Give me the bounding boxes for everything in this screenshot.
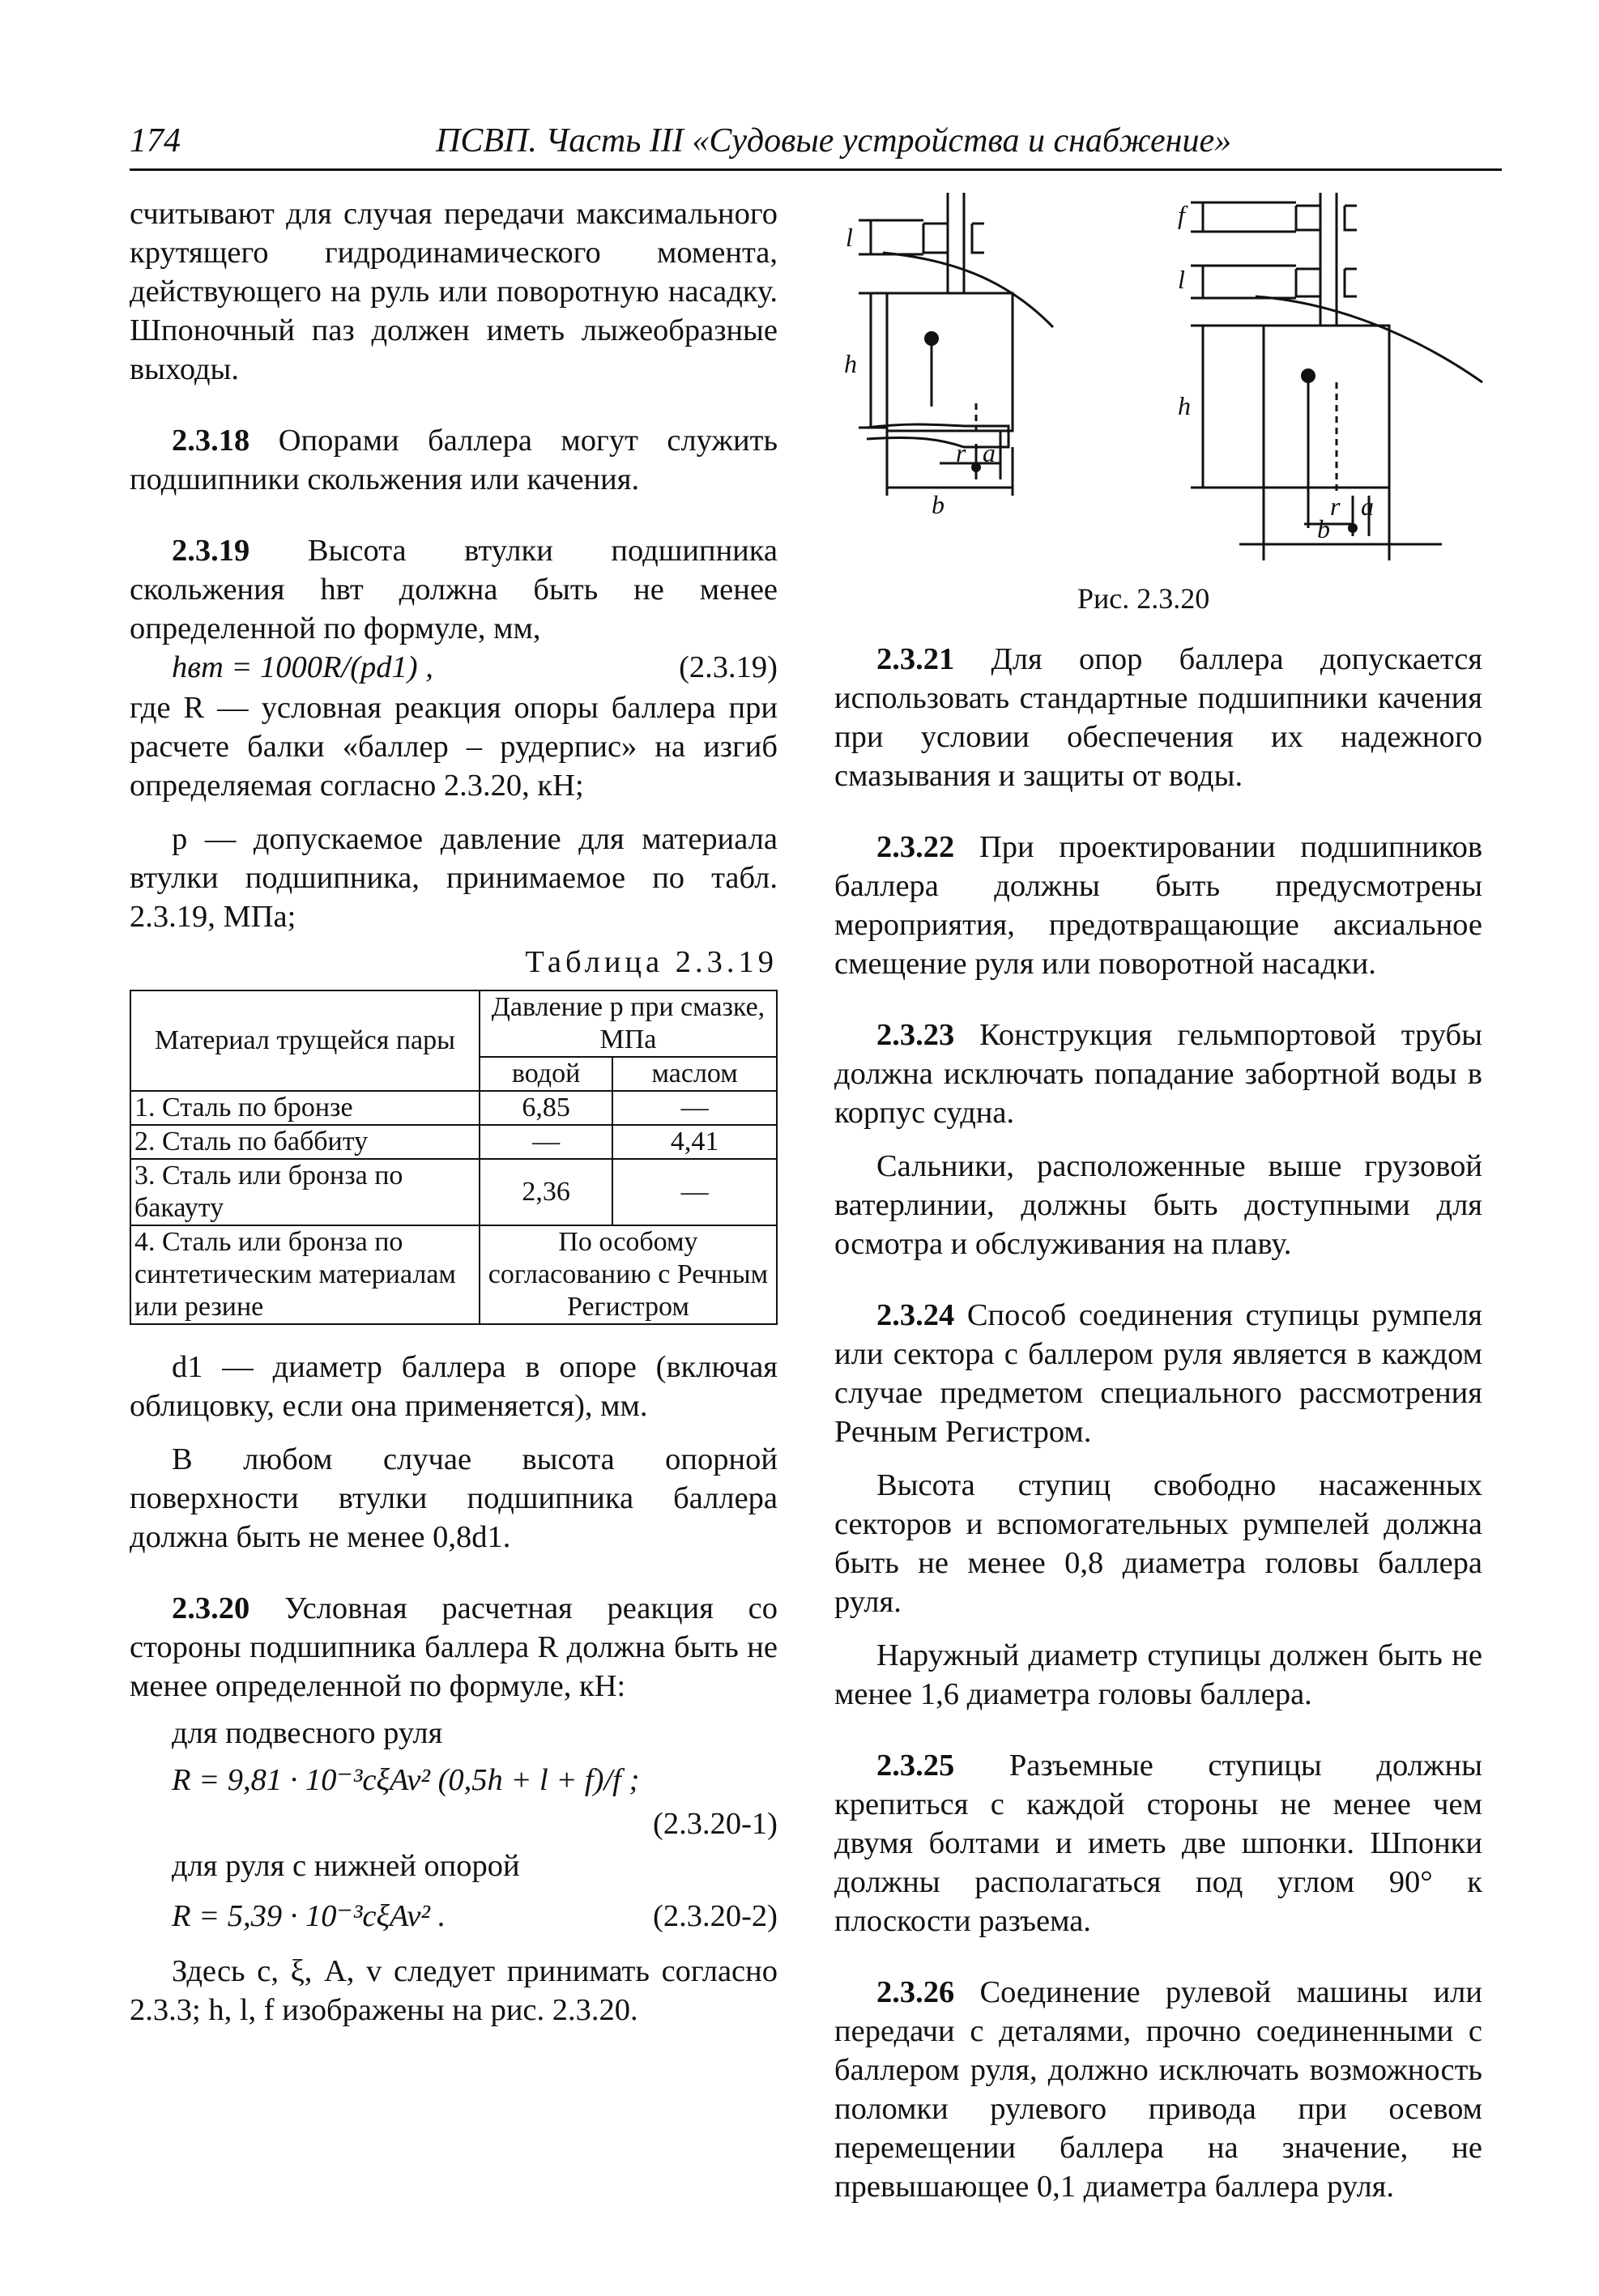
section-number: 2.3.22 <box>876 830 955 864</box>
table-header-oil: маслом <box>612 1057 777 1091</box>
section-2-3-25: 2.3.25 Разъемные ступицы должны крепиться с каждой стороны не менее чем двумя болтами и иметь две шпонки. Шпонки должны располагаться под углом 90° к плоскости разъема. <box>834 1749 1482 1938</box>
equation-number: (2.3.19) <box>679 650 778 684</box>
section-2-3-22: 2.3.22 При проектировании подшипников баллера должны быть предусмотрены мероприятия, предотвращающие аксиальное смещение руля или поворотной насадки. <box>834 830 1482 981</box>
paragraph-outer-diameter: Наружный диаметр ступицы должен быть не менее 1,6 диаметра головы баллера. <box>834 1638 1482 1711</box>
paragraph-hub-height: Высота ступиц свободно насаженных секторов и вспомогательных румпелей должна быть не менее 0,8 диаметра головы баллера руля. <box>834 1468 1482 1619</box>
label-suspended-rudder: для подвесного руля <box>172 1716 443 1750</box>
force-point-icon <box>1348 523 1358 533</box>
section-number: 2.3.21 <box>876 642 955 676</box>
formula-text: hвт = 1000R/(pd1) , <box>172 650 433 684</box>
table-caption: Таблица 2.3.19 <box>525 945 778 979</box>
equation-number: (2.3.20-1) <box>653 1807 778 1841</box>
section-2-3-19: 2.3.19 Высота втулки подшипника скольжения hвт должна быть не менее определенной по формуле, мм, <box>130 534 778 645</box>
page-header <box>130 121 1502 171</box>
left-column <box>130 194 778 2030</box>
section-number: 2.3.25 <box>876 1749 955 1783</box>
paragraph-glands: Сальники, расположенные выше грузовой ватерлинии, должны быть доступными для осмотра и обслуживания на плаву. <box>834 1149 1482 1261</box>
formula-text: R = 9,81 · 10⁻³cξAv² (0,5h + l + f)/f ; <box>172 1763 640 1797</box>
section-2-3-24: 2.3.24 Способ соединения ступицы румпеля или сектора с баллером руля является в каждом случае предметом специального рассмотрения Речным Регистром. <box>834 1298 1482 1449</box>
label-h: h <box>1178 391 1191 420</box>
label-r: r <box>1330 492 1341 521</box>
label-l: l <box>1178 265 1185 294</box>
table-row: 1. Сталь по бронзе 6,85 — <box>130 1091 777 1125</box>
table-row: 4. Сталь или бронза по синтетическим материалам или резине По особому согласованию с Речным Регистром <box>130 1225 777 1324</box>
label-lower-support: для руля с нижней опорой <box>172 1849 520 1883</box>
force-point-icon <box>1301 368 1315 383</box>
figure-2-3-20 <box>834 188 1507 593</box>
running-title: ПСВП. Часть III «Судовые устройства и снабжение» <box>436 122 1232 160</box>
label-a: a <box>983 438 996 467</box>
label-b: b <box>1317 514 1330 543</box>
figure-caption: Рис. 2.3.20 <box>1077 582 1210 615</box>
force-point-icon <box>971 462 981 472</box>
section-2-3-21: 2.3.21 Для опор баллера допускается использовать стандартные подшипники качения при условии обеспечения их надежного смазывания и защиты от воды. <box>834 642 1482 793</box>
table-row: 2. Сталь по баббиту — 4,41 <box>130 1125 777 1159</box>
formula-text: R = 5,39 · 10⁻³cξAv² . <box>172 1899 446 1933</box>
paragraph-here: Здесь c, ξ, A, v следует принимать согласно 2.3.3; h, l, f изображены на рис. 2.3.20. <box>130 1954 778 2027</box>
paragraph-continuation: считывают для случая передачи максимального крутящего гидродинамического момента, действующего на руль или поворотную насадку. Шпоночный паз должен иметь лыжеобразные выходы. <box>130 197 778 386</box>
section-number: 2.3.23 <box>876 1018 955 1052</box>
where-d1: d1 — диаметр баллера в опоре (включая облицовку, если она применяется), мм. <box>130 1350 778 1423</box>
section-2-3-23: 2.3.23 Конструкция гельмпортовой трубы должна исключать попадание забортной воды в корпус судна. <box>834 1018 1482 1130</box>
table-row: 3. Сталь или бронза по бакауту 2,36 — <box>130 1159 777 1225</box>
where-r: где R — условная реакция опоры баллера при расчете балки «баллер – рудерпис» на изгиб определяемая согласно 2.3.20, кН; <box>130 691 778 803</box>
formula-2-3-19 <box>130 648 778 688</box>
section-number: 2.3.18 <box>172 424 250 458</box>
section-number: 2.3.24 <box>876 1298 955 1332</box>
right-column <box>834 640 1482 2206</box>
section-number: 2.3.19 <box>172 534 250 568</box>
label-l: l <box>846 223 853 252</box>
table-header-material: Материал трущейся пары <box>130 990 480 1091</box>
table-header-pressure: Давление p при смазке, МПа <box>480 990 777 1057</box>
where-p: p — допускаемое давление для материала втулки подшипника, принимаемое по табл. 2.3.19, МПа; <box>130 822 778 934</box>
label-a: a <box>1361 492 1374 521</box>
formula-2-3-20-2 <box>130 1897 778 1937</box>
label-r: r <box>956 438 966 467</box>
equation-number: (2.3.20-2) <box>653 1899 778 1933</box>
section-2-3-18: 2.3.18 Опорами баллера могут служить подшипники скольжения или качения. <box>130 424 778 496</box>
equation-number-row <box>130 1804 778 1843</box>
label-h: h <box>844 349 857 378</box>
section-2-3-20: 2.3.20 Условная расчетная реакция со стороны подшипника баллера R должна быть не менее определенной по формуле, кН: <box>130 1591 778 1703</box>
label-f: f <box>1178 200 1185 229</box>
force-point-icon <box>924 331 939 346</box>
section-number: 2.3.26 <box>876 1975 955 2009</box>
paragraph-min-height: В любом случае высота опорной поверхности втулки подшипника баллера должна быть не менее 0,8d1. <box>130 1442 778 1554</box>
section-number: 2.3.20 <box>172 1591 250 1625</box>
formula-2-3-20-1 <box>130 1761 778 1801</box>
label-b: b <box>932 490 944 519</box>
section-2-3-26: 2.3.26 Соединение рулевой машины или передачи с деталями, прочно соединенными с баллером руля, должно исключать возможность поломки рулевого привода при осевом перемещении баллера на значение, не превышающее 0,1 диаметра баллера руля. <box>834 1975 1482 2204</box>
table-2-3-19 <box>130 990 778 1325</box>
page-number: 174 <box>130 122 181 160</box>
table-header-water: водой <box>480 1057 612 1091</box>
